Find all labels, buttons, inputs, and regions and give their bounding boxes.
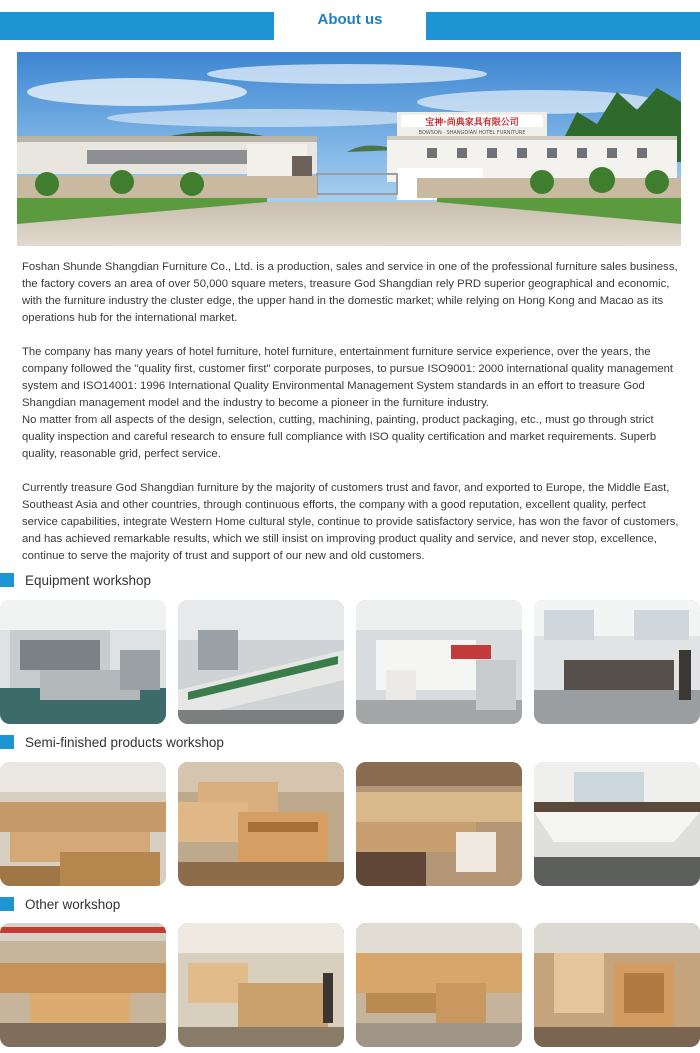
workshop-photo (356, 923, 522, 1047)
company-intro (22, 259, 682, 582)
section-marker (0, 573, 14, 587)
workshop-photo (178, 600, 344, 724)
section-label: Equipment workshop (25, 572, 152, 588)
section-title-other (0, 895, 120, 913)
photo-row-equipment (0, 600, 700, 726)
section-title-semi-finished (0, 733, 224, 751)
factory-photo (17, 52, 681, 246)
intro-paragraph: Currently treasure God Shangdian furniture by the majority of customers trust and favor, and exported to Europe, the Middle East, Southeast Asia and other countries, through continuous efforts, the company with a good reputation, excellent quality, perfect service capabilities, integrate Western Home cultural style, continue to provide satisfactory service, has won the favor of customers, and has achieved remarkable results, which we still insist on improving product quality and service, and never stop, excellence, continue to serve the majority of trust and support of our new and old customers. (22, 482, 679, 562)
workshop-photo (356, 600, 522, 724)
section-label: Other workshop (25, 896, 121, 912)
workshop-photo (178, 923, 344, 1047)
section-marker (0, 735, 14, 749)
factory-sign-cn: 宝神·尚典家具有限公司 (425, 118, 519, 128)
intro-paragraph: The company has many years of hotel furniture, hotel furniture, entertainment furniture service experience, over the years, the company followed the "quality first, customer first" corporate purposes, to pursue ISO9001: 2000 international quality management system and ISO14001: 1996 International Quality Environmental Management System standards in an effort to treasure God Shangdian management model and the industry to become a pioneer in the furniture industry. (22, 346, 674, 409)
workshop-photo (0, 923, 166, 1047)
workshop-photo (534, 762, 700, 886)
workshop-photo (356, 762, 522, 886)
header-tab (274, 4, 426, 40)
intro-paragraph: No matter from all aspects of the design, selection, cutting, machining, painting, product packaging, etc., must go through strict quality inspection and careful research to ensure full compliance with ISO quality certification and market requirements. Superb quality, reasonable grid, perfect service. (22, 414, 657, 460)
section-marker (0, 897, 14, 911)
factory-sign-en: BOWSON · SHANGDIAN HOTEL FURNITURE (418, 130, 526, 136)
intro-paragraph: Foshan Shunde Shangdian Furniture Co., Ltd. is a production, sales and service in one of the professional furniture sales business, the factory covers an area of over 50,000 square meters, treasure God Shangdian rely PRD superior geographical and economic, with the furniture industry the cluster edge, the upper hand in the domestic market; while relying on Hong Kong and Macao as its operations hub for the international market. (22, 261, 678, 324)
page-title: About us (317, 11, 383, 28)
section-title-equipment (0, 571, 151, 589)
photo-row-other (0, 923, 700, 1049)
workshop-photo (178, 762, 344, 886)
workshop-photo (534, 923, 700, 1047)
photo-row-semi-finished (0, 762, 700, 888)
workshop-photo (534, 600, 700, 724)
section-label: Semi-finished products workshop (25, 734, 224, 750)
workshop-photo (0, 762, 166, 886)
workshop-photo (0, 600, 166, 724)
